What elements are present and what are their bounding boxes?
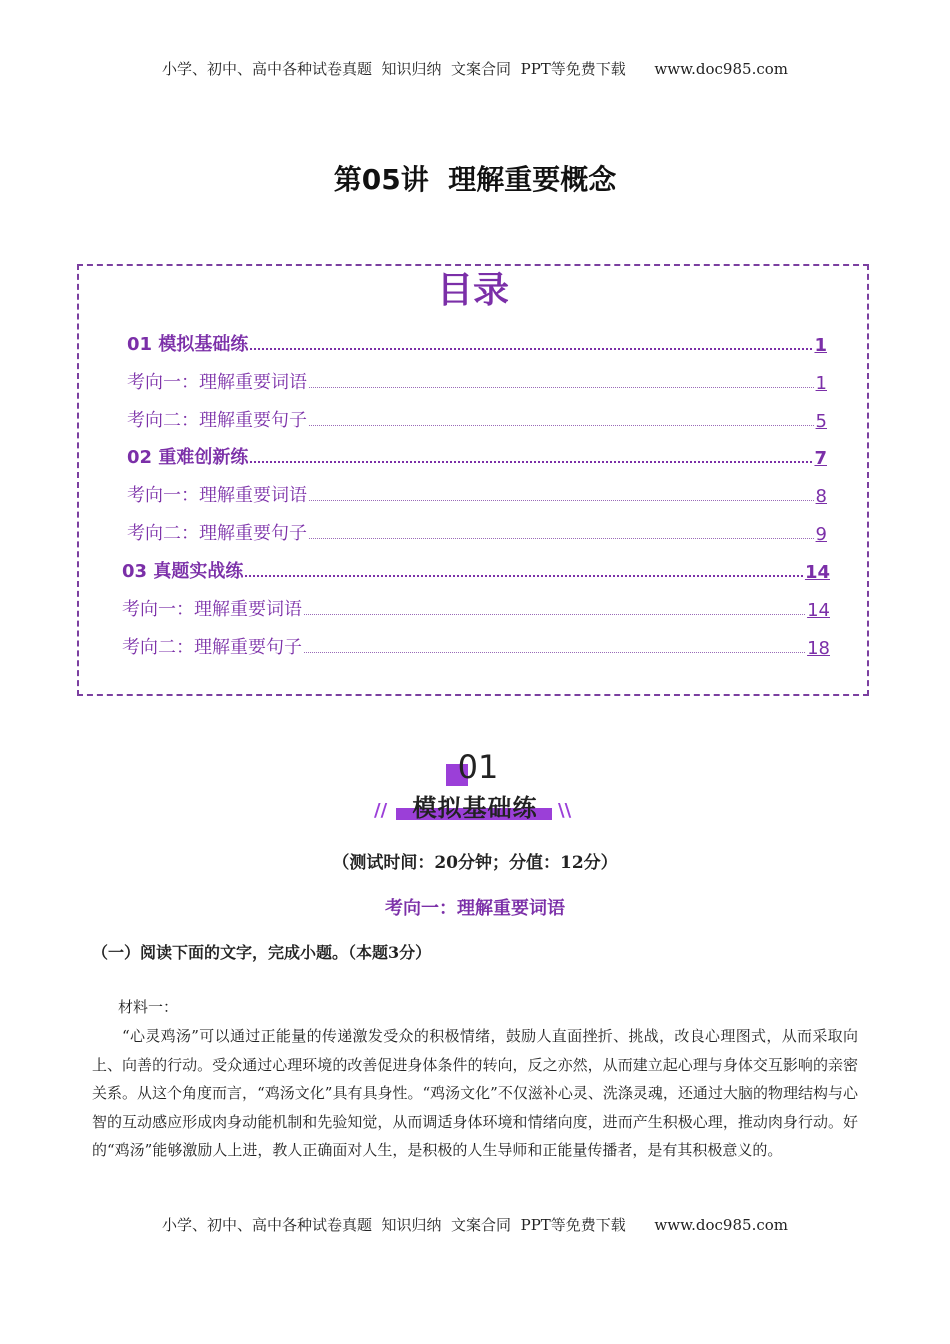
section-name: 模拟基础练 <box>412 794 538 822</box>
section-badge <box>0 748 950 828</box>
material-label: 材料一： <box>118 998 179 1016</box>
toc-page-link[interactable]: 14 <box>807 600 830 621</box>
toc-entry-label: 02 重难创新练 <box>127 447 249 468</box>
toc-leader-dots <box>309 425 814 426</box>
toc-page-link[interactable]: 18 <box>807 638 830 659</box>
toc-entry-label: 03 真题实战练 <box>122 561 244 582</box>
toc-entry-subsection[interactable] <box>127 406 827 432</box>
toc-entry-label: 考向二：理解重要句子 <box>127 410 307 431</box>
test-info: （测试时间：20分钟；分值：12分） <box>332 853 618 873</box>
toc-leader-dots <box>304 614 805 615</box>
toc-entry-label: 01 模拟基础练 <box>127 334 249 355</box>
toc-page-link[interactable]: 1 <box>815 373 827 394</box>
toc-entry-label: 考向一：理解重要词语 <box>127 372 307 393</box>
toc-entry-label: 考向二：理解重要句子 <box>127 523 307 544</box>
toc-leader-dots <box>309 387 814 388</box>
toc-entry-section-03[interactable] <box>122 557 830 583</box>
slash-decoration-right: \\ <box>558 800 572 821</box>
page-footer: 小学、初中、高中各种试卷真题 知识归纳 文案合同 PPT等免费下载 www.doc985.com <box>161 1216 788 1234</box>
toc-page-link[interactable]: 1 <box>814 335 827 356</box>
toc-entry-label: 考向二：理解重要句子 <box>122 637 302 658</box>
toc-entry-subsection[interactable] <box>127 481 827 507</box>
section-number: 01 <box>457 748 499 786</box>
toc-entry-subsection[interactable] <box>122 595 830 621</box>
reading-passage: “心灵鸡汤”可以通过正能量的传递激发受众的积极情绪，鼓励人直面挫折、挑战，改良心理图式，从而采取向上、向善的行动。受众通过心理环境的改善促进身体条件的转向，反之亦然，从而建立起心理与身体交互影响的亲密关系。从这个角度而言，“鸡汤文化”具有具身性。“鸡汤文化”不仅滋补心灵、洗涤灵魂，还通过大脑的物理结构与心智的互动感应形成肉身动能机制和先验知觉，从而调适身体环境和情绪向度，进而产生积极心理，推动肉身行动。好的“鸡汤”能够激励人上进，教人正确面对人生，是积极的人生导师和正能量传播者，是有其积极意义的。 <box>92 1027 858 1160</box>
toc-leader-dots <box>250 348 812 350</box>
table-of-contents <box>77 264 869 696</box>
page-title: 第05讲 理解重要概念 <box>333 163 617 196</box>
toc-entry-label: 考向一：理解重要词语 <box>122 599 302 620</box>
toc-page-link[interactable]: 5 <box>815 411 827 432</box>
toc-entry-section-02[interactable] <box>127 443 827 469</box>
question-instruction: （一）阅读下面的文字，完成小题。（本题3分） <box>92 943 432 962</box>
toc-page-link[interactable]: 8 <box>815 486 827 507</box>
toc-entry-label: 考向一：理解重要词语 <box>127 485 307 506</box>
toc-entry-subsection[interactable] <box>127 368 827 394</box>
toc-entry-section-01[interactable] <box>127 330 827 356</box>
toc-leader-dots <box>245 575 803 577</box>
toc-page-link[interactable]: 7 <box>814 448 827 469</box>
toc-page-link[interactable]: 14 <box>804 562 830 583</box>
toc-entry-subsection[interactable] <box>122 633 830 659</box>
toc-leader-dots <box>304 652 805 653</box>
toc-leader-dots <box>250 461 812 463</box>
topic-subheading: 考向一：理解重要词语 <box>385 898 565 919</box>
toc-leader-dots <box>309 538 814 539</box>
toc-heading: 目录 <box>436 270 509 311</box>
slash-decoration-left: // <box>374 800 388 821</box>
toc-leader-dots <box>309 500 814 501</box>
toc-page-link[interactable]: 9 <box>815 524 827 545</box>
toc-entry-subsection[interactable] <box>127 519 827 545</box>
page-header: 小学、初中、高中各种试卷真题 知识归纳 文案合同 PPT等免费下载 www.doc985.com <box>161 60 788 78</box>
